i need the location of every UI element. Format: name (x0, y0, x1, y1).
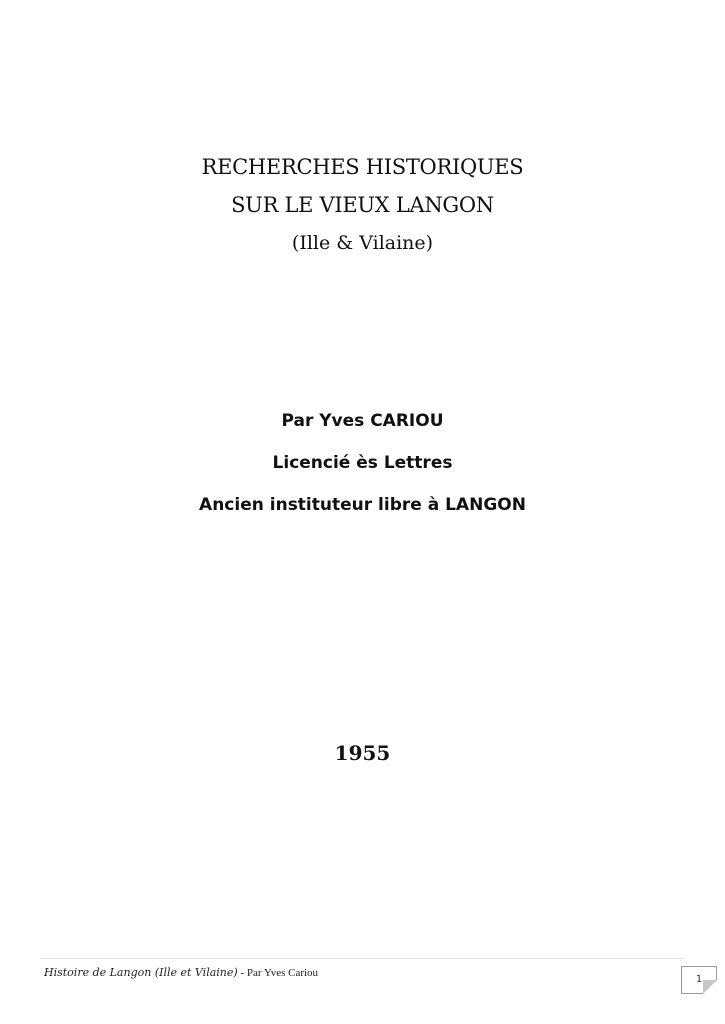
author-degree: Licencié ès Lettres (272, 453, 453, 473)
author-block (0, 400, 725, 526)
author-position: Ancien instituteur libre à LANGON (199, 495, 526, 515)
page-number-box (681, 966, 717, 994)
title-line-3: (Ille & Vilaine) (291, 232, 434, 254)
page-footer (44, 966, 318, 979)
title-line-2: SUR LE VIEUX LANGON (231, 193, 494, 217)
footer-author: - Par Yves Cariou (237, 967, 319, 979)
publication-year: 1955 (334, 741, 391, 765)
document-title (0, 148, 725, 262)
page-curl-icon (703, 980, 717, 994)
footer-divider (40, 958, 685, 959)
title-line-1: RECHERCHES HISTORIQUES (201, 155, 524, 179)
author-name: Par Yves CARIOU (281, 411, 444, 431)
footer-book-title: Histoire de Langon (Ille et Vilaine) (44, 966, 238, 979)
page-number: 1 (695, 974, 703, 985)
